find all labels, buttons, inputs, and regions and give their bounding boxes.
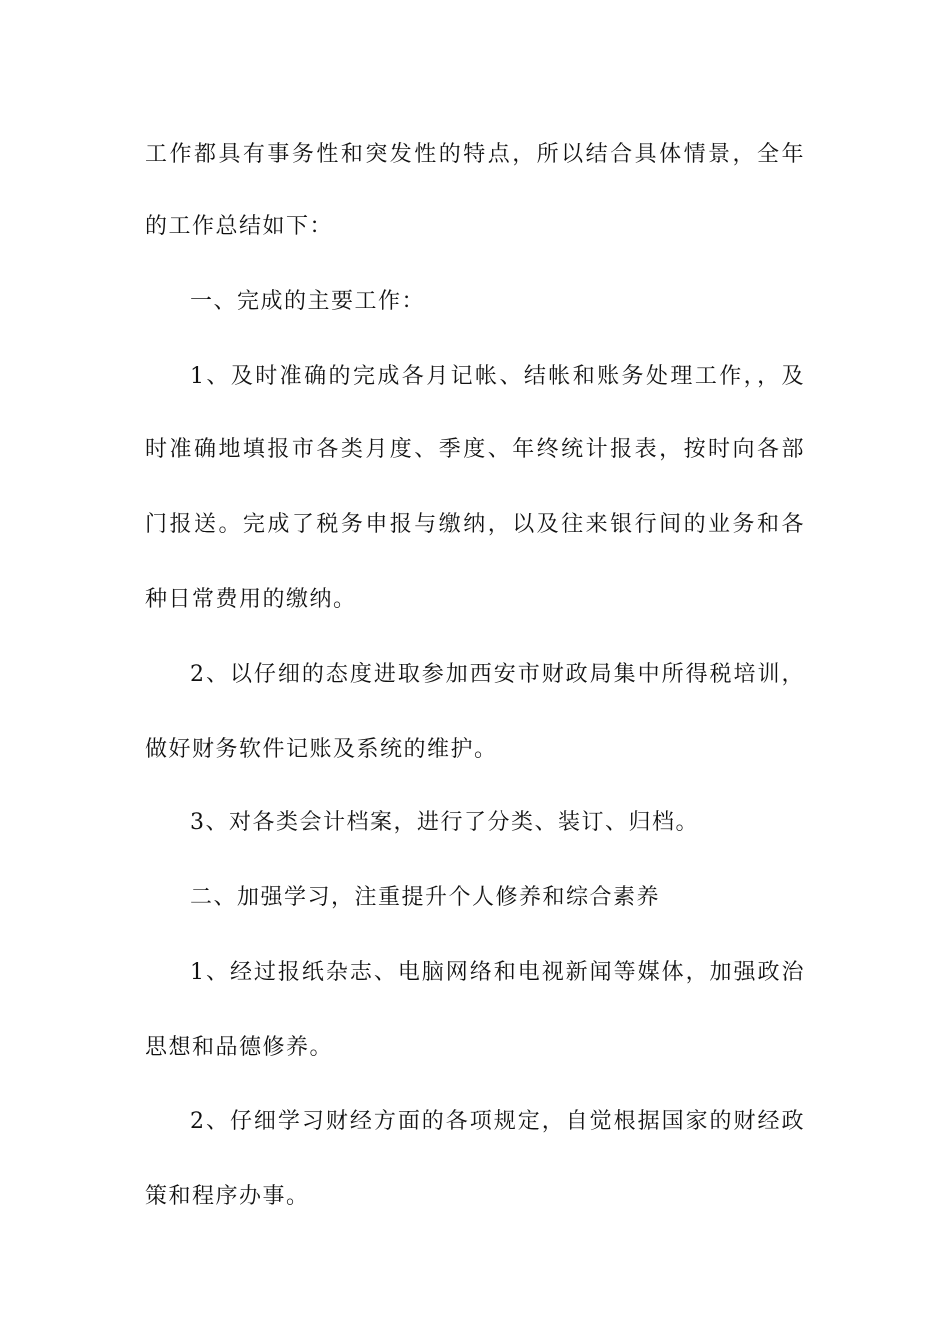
section-heading: 一、完成的主要工作：	[190, 289, 426, 314]
list-item-text: 1、经过报纸杂志、电脑网络和电视新闻等媒体，加强政治	[190, 960, 805, 985]
section-heading: 二、加强学习，注重提升个人修养和综合素养	[190, 885, 661, 910]
body-text-line: 思想和品德修养。	[145, 1035, 334, 1060]
list-item-text: 3、对各类会计档案，进行了分类、装订、归档。	[190, 810, 699, 835]
list-item-text: 1、及时准确的完成各月记帐、结帐和账务处理工作，，及	[190, 364, 805, 389]
body-text-line: 工作都具有事务性和突发性的特点，所以结合具体情景，全年	[145, 142, 805, 167]
body-text-line: 时准确地填报市各类月度、季度、年终统计报表，按时向各部	[145, 437, 805, 462]
body-text-line: 种日常费用的缴纳。	[145, 587, 357, 612]
body-text-line: 门报送。完成了税务申报与缴纳，以及往来银行间的业务和各	[145, 512, 805, 537]
list-item-text: 2、以仔细的态度进取参加西安市财政局集中所得税培训，	[190, 662, 805, 687]
list-item-text: 2、仔细学习财经方面的各项规定，自觉根据国家的财经政	[190, 1109, 805, 1134]
body-text-line: 策和程序办事。	[145, 1184, 310, 1209]
body-text-line: 的工作总结如下：	[145, 214, 334, 239]
body-text-line: 做好财务软件记账及系统的维护。	[145, 737, 498, 762]
